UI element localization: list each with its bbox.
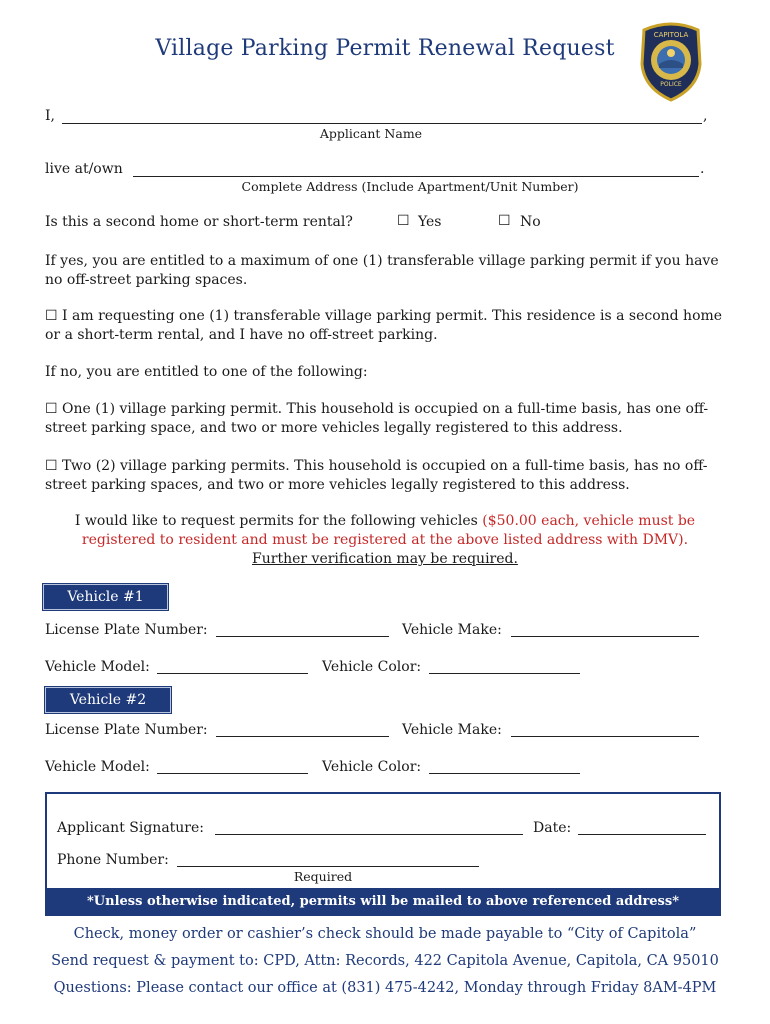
payable-note: Check, money order or cashier’s check should be made payable to “City of Capitola” xyxy=(73,926,697,942)
police-badge-logo xyxy=(638,20,704,102)
option-one-text: One (1) village parking permit. This household is occupied on a full-time basis, has one off-street parking space, and two or more vehicles legally registered to this address. xyxy=(45,401,709,436)
request-intro: I would like to request permits for the following vehicles xyxy=(74,513,478,529)
applicant-name-field[interactable] xyxy=(62,123,702,124)
fee-note-line1: ($50.00 each, vehicle must be xyxy=(482,513,696,529)
no-checkbox[interactable]: ☐ xyxy=(498,213,511,229)
vehicle-2-color-label: Vehicle Color: xyxy=(322,759,422,775)
send-to-note: Send request & payment to: CPD, Attn: Records, 422 Capitola Avenue, Capitola, CA 95010 xyxy=(51,953,719,969)
option-two-checkbox[interactable]: ☐ xyxy=(45,458,58,474)
vehicle-1-plate-label: License Plate Number: xyxy=(45,622,208,638)
option-transferable-text: I am requesting one (1) transferable village parking permit. This residence is a second home or a short-term rental, and I have no off-street parking. xyxy=(45,308,723,343)
vehicle-2-color-field[interactable] xyxy=(429,773,580,774)
applicant-prefix: I, xyxy=(45,108,55,124)
vehicle-1-model-label: Vehicle Model: xyxy=(45,659,150,675)
vehicle-1-plate-field[interactable] xyxy=(216,636,389,637)
fee-note-line2: registered to resident and must be registered at the above listed address with DMV). xyxy=(81,532,689,548)
address-prefix: live at/own xyxy=(45,161,123,177)
if-no-text: If no, you are entitled to one of the following: xyxy=(45,364,368,380)
option-two xyxy=(45,457,725,495)
address-caption: Complete Address (Include Apartment/Unit Number) xyxy=(241,179,579,194)
vehicle-1-model-field[interactable] xyxy=(157,673,308,674)
vehicle-2-make-field[interactable] xyxy=(511,736,699,737)
mailing-notice: *Unless otherwise indicated, permits will be mailed to above referenced address* xyxy=(45,888,721,916)
vehicle-1-color-label: Vehicle Color: xyxy=(322,659,422,675)
phone-caption: Required xyxy=(293,869,353,884)
vehicle-2-model-field[interactable] xyxy=(157,773,308,774)
address-field[interactable] xyxy=(133,176,699,177)
rental-question: Is this a second home or short-term rental? xyxy=(45,214,353,230)
request-paragraph xyxy=(0,512,770,569)
vehicle-1-label: Vehicle #1 xyxy=(43,584,168,610)
option-one-checkbox[interactable]: ☐ xyxy=(45,401,58,417)
yes-label: Yes xyxy=(418,214,442,230)
date-field[interactable] xyxy=(578,834,706,835)
yes-checkbox[interactable]: ☐ xyxy=(397,213,410,229)
vehicle-1-make-field[interactable] xyxy=(511,636,699,637)
phone-field[interactable] xyxy=(177,866,479,867)
vehicle-2-label: Vehicle #2 xyxy=(45,687,171,713)
vehicle-1-make-label: Vehicle Make: xyxy=(402,622,502,638)
date-label: Date: xyxy=(533,820,572,836)
option-one xyxy=(45,400,725,438)
applicant-name-caption: Applicant Name xyxy=(319,126,423,141)
address-suffix: . xyxy=(700,161,705,177)
no-label: No xyxy=(520,214,541,230)
vehicle-2-plate-label: License Plate Number: xyxy=(45,722,208,738)
svg-text:CAPITOLA: CAPITOLA xyxy=(653,31,689,39)
questions-note: Questions: Please contact our office at (831) 475-4242, Monday through Friday 8AM-4PM xyxy=(53,980,717,996)
signature-label: Applicant Signature: xyxy=(57,820,204,836)
if-yes-text: If yes, you are entitled to a maximum of one (1) transferable village parking permit if you have no off-street parking spaces. xyxy=(45,253,719,288)
applicant-suffix: , xyxy=(703,108,708,124)
vehicle-1-color-field[interactable] xyxy=(429,673,580,674)
verification-note: Further verification may be required. xyxy=(252,551,518,567)
signature-field[interactable] xyxy=(215,834,523,835)
vehicle-2-model-label: Vehicle Model: xyxy=(45,759,150,775)
vehicle-2-make-label: Vehicle Make: xyxy=(402,722,502,738)
option-transferable xyxy=(45,307,725,345)
page-title: Village Parking Permit Renewal Request xyxy=(155,36,615,61)
transferable-checkbox[interactable]: ☐ xyxy=(45,308,58,324)
svg-text:POLICE: POLICE xyxy=(660,81,682,88)
vehicle-2-plate-field[interactable] xyxy=(216,736,389,737)
phone-label: Phone Number: xyxy=(57,852,169,868)
option-two-text: Two (2) village parking permits. This household is occupied on a full-time basis, has no off-street parking spaces, and two or more vehicles legally registered to this address. xyxy=(45,458,708,493)
